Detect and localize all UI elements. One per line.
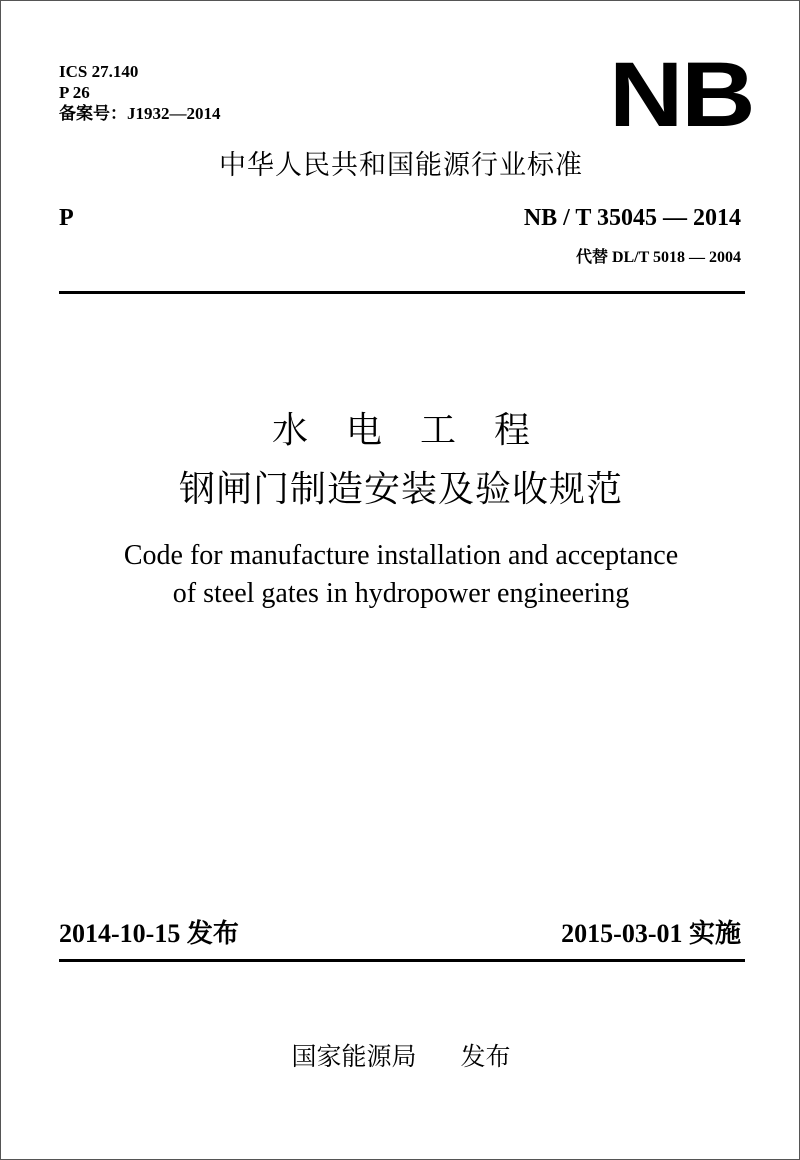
title-en-line1: Code for manufacture installation and acceptance — [123, 540, 679, 571]
publisher — [1, 1037, 800, 1073]
industry-standard-heading: 中华人民共和国能源行业标准 — [219, 150, 583, 181]
issue-date: 2014-10-15 发布 — [59, 919, 239, 948]
filing-number: 备案号：J1932—2014 — [59, 104, 221, 123]
title-cn-line2: 钢闸门制造安装及验收规范 — [178, 469, 623, 510]
title-en — [1, 537, 800, 613]
replaces-standard: 代替 DL/T 5018 — 2004 — [575, 249, 741, 266]
standard-number: NB / T 35045 — 2014 — [523, 205, 741, 231]
title-cn-line1: 水电工程 — [271, 410, 568, 451]
top-divider — [59, 291, 745, 294]
nb-logo: NB — [609, 44, 754, 146]
class-code: P — [59, 205, 74, 231]
p-code: P 26 — [59, 83, 90, 102]
bottom-divider — [59, 959, 745, 962]
title-en-line2: of steel gates in hydropower engineering — [172, 578, 630, 609]
effective-date: 2015-03-01 实施 — [561, 919, 741, 948]
classification-block — [59, 61, 221, 124]
ics-code: ICS 27.140 — [59, 62, 139, 81]
publisher-name: 国家能源局 — [291, 1042, 417, 1071]
publisher-action: 发布 — [460, 1042, 511, 1071]
